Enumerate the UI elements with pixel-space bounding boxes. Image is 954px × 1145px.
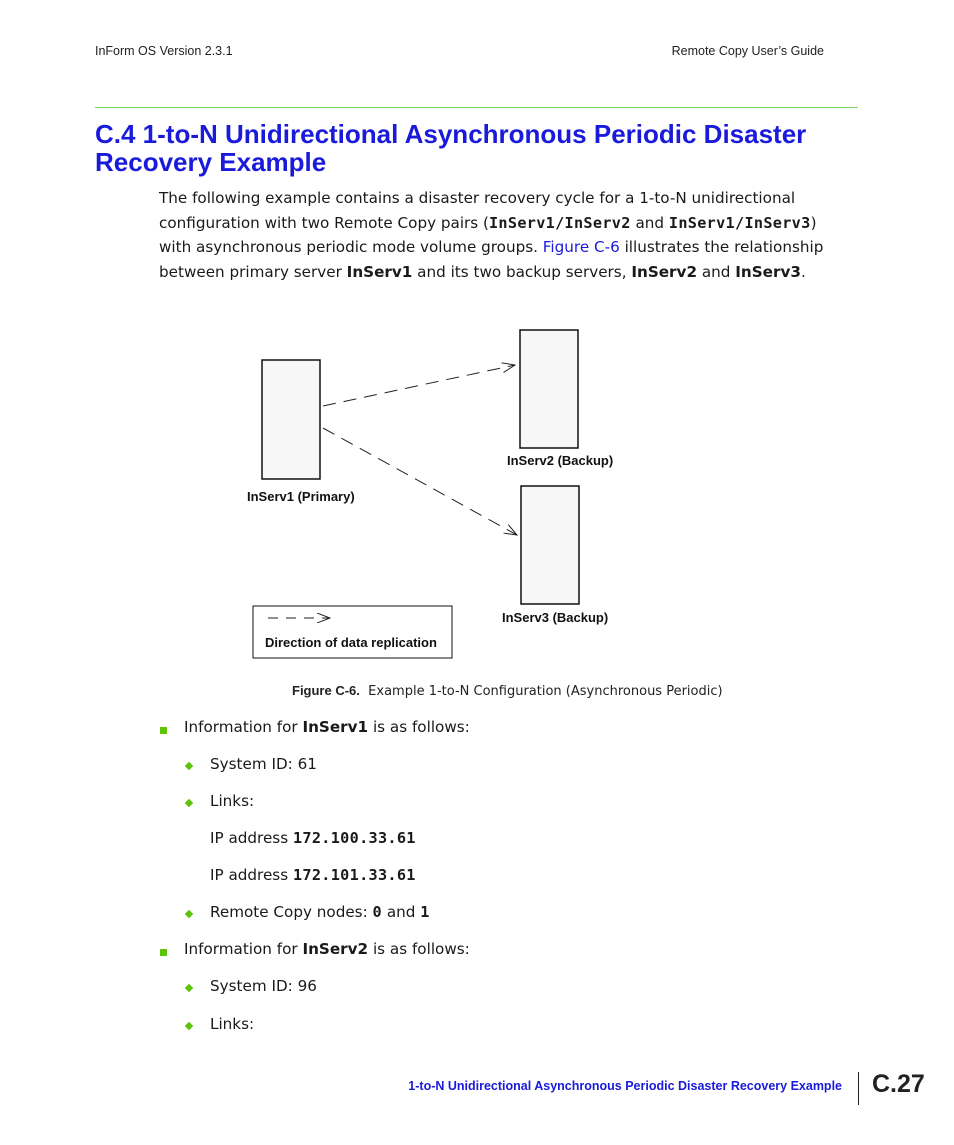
pair1-primary: InServ1: [488, 213, 556, 232]
ip-value: 172.100.33.61: [292, 829, 416, 847]
intro-text-3: illustrates the relationship between primary server: [159, 238, 824, 282]
intro-text-1: The following example contains a disaster recovery cycle for a 1-to-N unidirectional configuration with two Remote Copy pairs (: [159, 189, 796, 232]
figure-number: Figure C-6.: [292, 683, 360, 698]
pair2-primary: InServ1: [668, 213, 735, 232]
intro-and: and: [630, 213, 669, 232]
legend-box: [253, 606, 452, 658]
list-item: [184, 939, 470, 959]
list-item: Links:: [210, 1015, 255, 1033]
ip-label: IP address: [210, 829, 293, 847]
backup1-name: InServ2: [631, 263, 698, 282]
primary-server-name: InServ1: [346, 263, 413, 282]
page-number: C.27: [872, 1070, 925, 1098]
figure-caption-text: Example 1-to-N Configuration (Asynchronous Periodic): [368, 684, 723, 699]
pair1-backup: InServ2: [564, 213, 631, 232]
intro-text-2: ) with asynchronous periodic mode volume groups.: [159, 213, 817, 257]
replication-arrow-to-inserv3: [323, 428, 517, 535]
section-title: C.4 1-to-N Unidirectional Asynchronous Periodic Disaster Recovery Example: [95, 119, 807, 177]
ip-value: 172.101.33.61: [292, 866, 416, 884]
ip-address-line: [210, 828, 416, 848]
inserv3-box: [521, 486, 579, 604]
inserv3-label: InServ3 (Backup): [502, 610, 609, 625]
running-footer-title: 1-to-N Unidirectional Asynchronous Periodic Disaster Recovery Example: [408, 1079, 842, 1093]
list-item: System ID: 61: [210, 755, 317, 773]
ip-label: IP address: [210, 866, 293, 884]
running-header-right: Remote Copy User’s Guide: [671, 44, 824, 58]
node-value: 0: [372, 903, 382, 921]
intro-text-4: and its two backup servers,: [412, 263, 632, 282]
list-text: Information for: [184, 940, 303, 958]
list-text: is as follows:: [368, 940, 470, 958]
intro-text-6: .: [800, 263, 806, 282]
list-text: Remote Copy nodes:: [210, 903, 373, 921]
figure-caption: [292, 683, 723, 699]
intro-text-5: and: [697, 263, 736, 282]
list-text: and: [382, 903, 421, 921]
list-item: [184, 717, 470, 737]
inserv1-label: InServ1 (Primary): [247, 489, 355, 504]
pair1-slash: /: [555, 213, 565, 232]
pair2-slash: /: [735, 213, 745, 232]
square-bullet-icon: [160, 949, 167, 956]
list-server-name: InServ2: [302, 940, 369, 958]
list-server-name: InServ1: [302, 718, 369, 736]
figure-link[interactable]: Figure C-6: [542, 238, 620, 257]
legend-label: Direction of data replication: [265, 635, 437, 650]
replication-arrow-to-inserv2: [323, 365, 515, 406]
list-text: Information for: [184, 718, 303, 736]
list-item: Links:: [210, 792, 255, 810]
square-bullet-icon: [160, 727, 167, 734]
ip-address-line: [210, 865, 416, 885]
list-item: [210, 902, 430, 922]
list-item: System ID: 96: [210, 977, 317, 995]
footer-divider: [858, 1072, 859, 1105]
running-header-left: InForm OS Version 2.3.1: [95, 44, 233, 58]
backup2-name: InServ3: [735, 263, 801, 282]
inserv2-box: [520, 330, 578, 448]
node-value: 1: [420, 903, 430, 921]
pair2-backup: InServ3: [744, 213, 811, 232]
inserv1-box: [262, 360, 320, 479]
list-text: is as follows:: [368, 718, 470, 736]
inserv2-label: InServ2 (Backup): [507, 453, 614, 468]
